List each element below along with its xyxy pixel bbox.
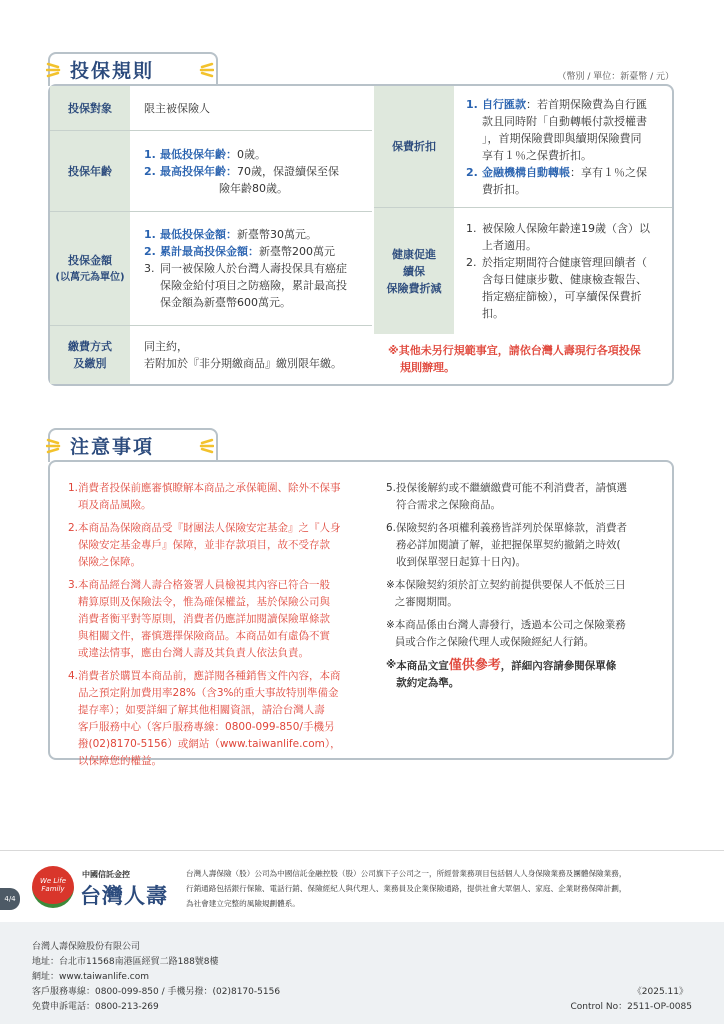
footer-address: 地址：台北市11568南港區經貿二路188號8樓 xyxy=(32,957,219,967)
left-sparkle-icon xyxy=(46,436,62,454)
notice-item-6: 6. 保險契約各項權利義務皆詳列於保單條款，消費者 務必詳加閱讀了解，並把握保單契約撤銷之時效( 收到保單翌日起算十日內)。 xyxy=(386,522,628,568)
footer-company-name: 台灣人壽保險股份有限公司 xyxy=(32,942,141,952)
other-rules-note: ※其他未另行規範事宜，請依台灣人壽現行各項投保 規則辦理。 xyxy=(388,344,641,374)
value-health xyxy=(466,208,670,334)
label-insured: 投保對象 xyxy=(50,86,130,130)
left-sparkle-icon xyxy=(46,60,62,78)
notice-item-review-period: ※ 本保險契約須於訂立契約前提供要保人不低於三日 之審閱期間。 xyxy=(386,579,626,608)
logo-emblem: We Life Family xyxy=(32,866,74,908)
value-discount xyxy=(466,86,670,207)
notice-section-header xyxy=(48,428,220,462)
label-payment: 繳費方式 及繳別 xyxy=(50,326,130,384)
age-item-max: 2. 最高投保年齡：70歲，保證續保至保 險年齡80歲。 xyxy=(144,164,339,195)
health-item-feedback: 2. 於指定期間符合健康管理回饋者（ 含每日健康步數、健康檢查報告、 指定癌症篩檢），可享續保保費折 扣。 xyxy=(466,256,647,320)
health-item-age: 1. 被保險人保險年齡達19歲（含）以 上者適用。 xyxy=(466,222,650,252)
label-amount: 投保金額 (以萬元為單位) xyxy=(50,212,130,325)
amount-item-min: 1. 最低投保金額：新臺幣30萬元。 xyxy=(144,228,317,241)
age-item-min: 1. 最低投保年齡：0歲。 xyxy=(144,147,266,161)
notice-left-column xyxy=(68,480,368,776)
value-payment: 同主約， 若附加於『非分期繳商品』繳別限年繳。 xyxy=(144,340,342,370)
label-health: 健康促進 續保 保險費折減 xyxy=(374,208,454,334)
discount-item-remit: 1. 自行匯款：若首期保險費為自行匯 款且同時附「自動轉帳付款授權書 」，首期保險費即與續期保險費同 享有１％之保費折扣。 xyxy=(466,97,647,162)
footer-date: 《2025.11》 xyxy=(632,987,688,997)
footer-website[interactable]: 網址：www.taiwanlife.com xyxy=(32,972,150,982)
notice-item-reference: ※ 本商品文宣僅供參考，詳細內容請參閱保單條 款約定為準。 xyxy=(386,658,617,689)
label-discount: 保費折扣 xyxy=(374,86,454,207)
footer-control-number: Control No：2511-OP-0085 xyxy=(570,1002,692,1012)
notice-item-5: 5. 投保後解約或不繼續繳費可能不利消費者，請慎選 符合需求之保險商品。 xyxy=(386,482,628,511)
notice-item-1: 1. 消費者投保前應審慎瞭解本商品之承保範圍、除外不保事 項及商品風險。 xyxy=(68,482,341,511)
company-logo xyxy=(32,866,182,912)
notice-right-column xyxy=(386,480,666,698)
currency-unit-note: （幣別 / 單位：新臺幣 / 元） xyxy=(557,72,674,82)
right-sparkle-icon xyxy=(198,436,214,454)
discount-item-autopay: 2. 金融機構自動轉帳：享有１％之保 費折扣。 xyxy=(466,165,647,196)
notice-title: 注意事項 xyxy=(70,436,155,458)
footer-divider xyxy=(0,850,724,851)
logo-main-text: 台灣人壽 xyxy=(80,884,168,908)
notice-item-2: 2. 本商品為保險商品受『財團法人保險安定基金』之『人身 保險安定基金專戶』保障，並非存款項目，故不受存款 保險之保障。 xyxy=(68,522,341,568)
value-amount xyxy=(144,212,370,325)
notice-item-3: 3. 本商品經台灣人壽合格簽署人員檢視其內容已符合一般 精算原則及保險法令，惟為確保權益，基於保險公司與 消費者衡平對等原則，消費者仍應詳加閱讀保險單條款 與相關文件，審慎選擇保險商品。本商品如有虛偽不實 或違法情事，應由台灣人壽及其負責人依法負責。 xyxy=(68,579,331,659)
footer-complaint-line: 免費申訴電話：0800-213-269 xyxy=(32,1002,159,1012)
right-sparkle-icon xyxy=(198,60,214,78)
rules-section-header xyxy=(48,52,220,86)
footer-service-line: 客戶服務專線：0800-099-850 / 手機另撥：(02)8170-5156 xyxy=(32,987,281,997)
notice-item-4: 4. 消費者於購買本商品前，應詳閱各種銷售文件內容，本商 品之預定附加費用率28%（含3%的重大事故特別準備金 提存率）；如要詳細了解其他相關資訊，請洽台灣人壽 客戶服務中心（客戶服務專線：0800-099-850/手機另 撥(02)8170-5156）或網站（www.taiwanlife.com）， 以保障您的權益。 xyxy=(68,670,341,767)
company-about: 台灣人壽保險（股）公司為中國信託金融控股（股）公司旗下子公司之一，所經營業務項目包括個人人身保險業務及團體保險業務， 行銷通路包括銀行保險、電話行銷、保險經紀人與代理人、業務員及企業保險通路，提供社會大眾個人、家庭、企業財務保障計劃， 為社會建立完整的風險規劃體系。 xyxy=(186,869,627,908)
value-age xyxy=(144,131,370,211)
amount-item-max: 2. 累計最高投保金額：新臺幣200萬元 xyxy=(144,245,335,258)
logo-small-text: 中國信託金控 xyxy=(82,870,130,879)
rules-title: 投保規則 xyxy=(70,60,155,82)
value-insured: 限主被保險人 xyxy=(144,101,210,115)
label-age: 投保年齡 xyxy=(50,131,130,211)
page-number-tab: 4/4 xyxy=(0,888,20,910)
amount-item-cancer: 3. 同一被保險人於台灣人壽投保具有癌症 保險金給付項目之防癌險，累計最高投 保金額為新臺幣600萬元。 xyxy=(144,262,347,309)
notice-item-issuer: ※ 本商品係由台灣人壽發行，透過本公司之保險業務 員或合作之保險代理人或保險經紀人行銷。 xyxy=(386,619,626,648)
